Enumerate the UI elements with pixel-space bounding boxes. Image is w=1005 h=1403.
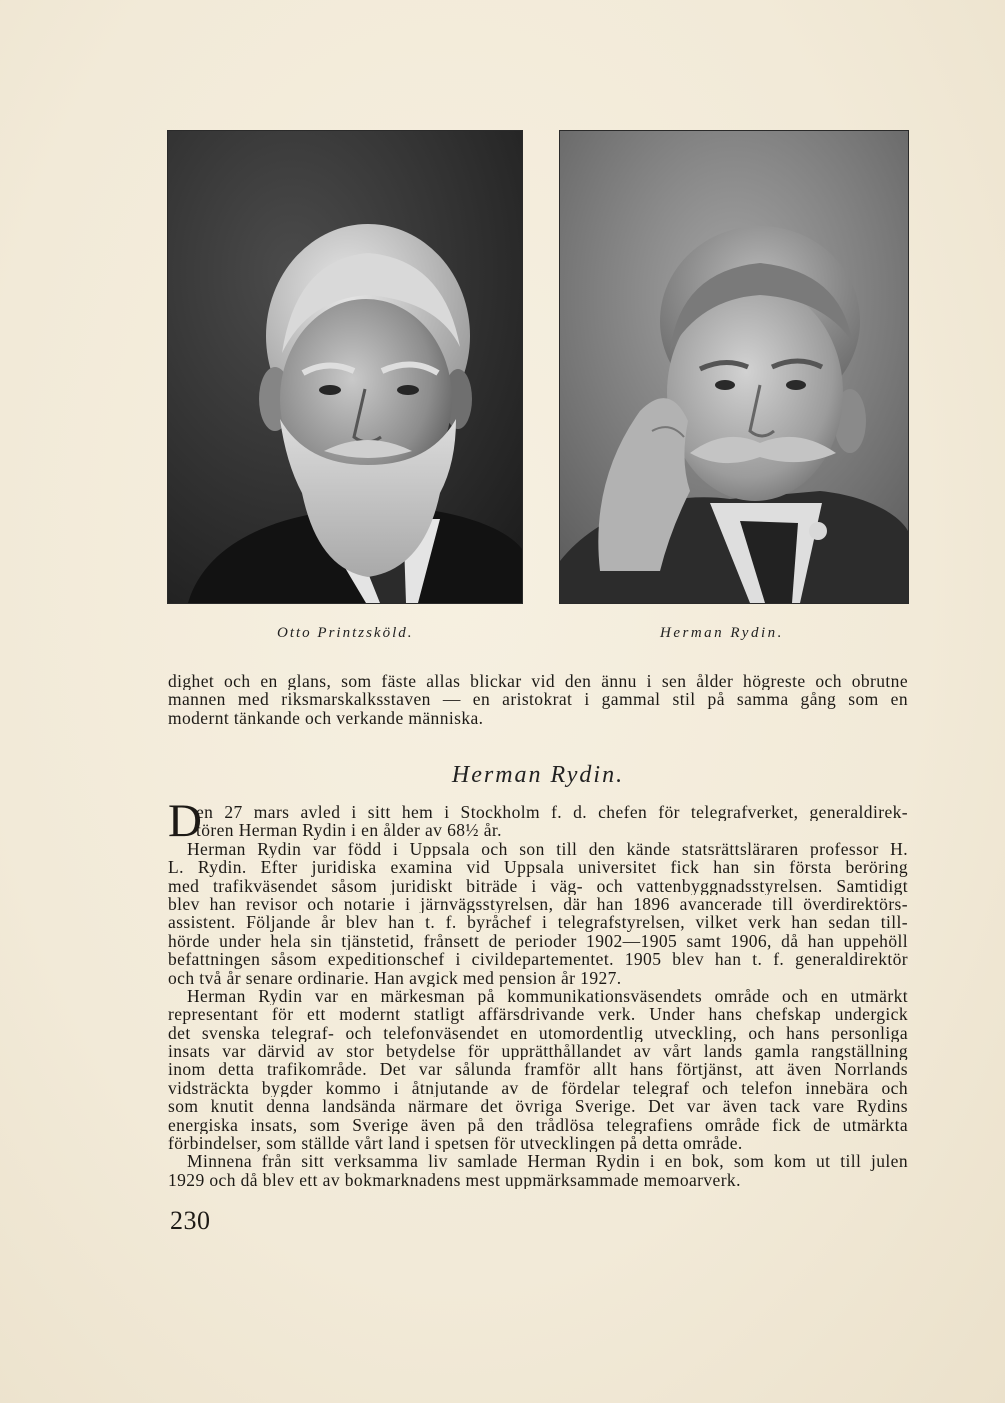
article-line: energiska insats, som Sverige även på den trådlösa telegrafiens område fick de utmärkta — [168, 1115, 908, 1135]
article-line: Minnena från sitt verksamma liv samlade Herman Rydin i en bok, som kom ut till julen — [187, 1152, 908, 1171]
article-line: inom detta trafikområde. Det var sålunda framför allt hans förtjänst, att även Norrlands — [168, 1060, 908, 1079]
article-line: vidsträckta bygder kommo i åtnjutande av de fördelar telegraf och telefon innebära och — [168, 1078, 908, 1098]
intro-line: modernt tänkande och verkande människa. — [168, 708, 484, 728]
drop-cap: D — [168, 795, 202, 847]
article-line: tören Herman Rydin i en ålder av 68½ år. — [196, 821, 502, 840]
article-line: som knutit denna landsända närmare det övriga Sverige. Det var även tack vare Rydins — [168, 1097, 908, 1116]
intro-line: dighet och en glans, som fäste allas blickar vid den ännu i sen ålder högreste och obrutne — [168, 672, 908, 691]
portrait-photo-right — [560, 131, 908, 603]
article-line: insats var därvid av stor betydelse för upprätthållandet av vårt lands gamla rangställning — [168, 1042, 908, 1061]
article-line: förbindelser, som ställde vårt land i spetsen för utvecklingen på detta område. — [168, 1134, 743, 1153]
page-number: 230 — [170, 1206, 211, 1235]
article-line: Herman Rydin var född i Uppsala och son till den kände statsrättsläraren professor H. — [187, 839, 908, 859]
article-line: blev han revisor och notarie i järnvägsstyrelsen, där han 1896 avancerade till överdirektörs- — [168, 894, 908, 914]
article-line: hörde under hela sin tjänstetid, frånsett de perioder 1902—1905 samt 1906, då han uppehöll — [168, 931, 908, 951]
article-line: 1929 och då blev ett av bokmarknadens mest uppmärksammade memoarverk. — [168, 1170, 741, 1190]
article-line: en 27 mars avled i sitt hem i Stockholm f. d. chefen för telegrafverket, generaldirek- — [196, 803, 908, 822]
caption-left: Otto Printzsköld. — [277, 625, 414, 641]
article-line: Herman Rydin var en märkesman på kommunikationsväsendets område och en utmärkt — [187, 986, 908, 1006]
article-line: och två år senare ordinarie. Han avgick med pension år 1927. — [168, 968, 622, 987]
article-line: det svenska telegraf- och telefonväsendet en utomordentlig utveckling, och hans personliga — [168, 1023, 908, 1043]
article-heading: Herman Rydin. — [451, 762, 625, 788]
caption-right: Herman Rydin. — [660, 625, 784, 641]
portrait-photo-left — [168, 131, 522, 603]
portrait-otto-printzskold-image — [168, 131, 522, 603]
portrait-herman-rydin-image — [560, 131, 908, 603]
article-line: med trafikväsendet såsom juridiskt biträde i väg- och vattenbyggnadsstyrelsen. Samtidigt — [168, 876, 908, 895]
article-line: befattningen såsom expeditionschef i civildepartementet. 1905 blev han t. f. generaldirektör — [168, 950, 908, 969]
article-line: L. Rydin. Efter juridiska examina vid Uppsala universitet fick han sin första beröring — [168, 858, 908, 877]
article-line: assistent. Följande år blev han t. f. byråchef i telegrafstyrelsen, vilket verk han sedan till- — [168, 913, 908, 932]
intro-line: mannen med riksmarskalksstaven — en aristokrat i gammal stil på samma gång som en — [168, 690, 908, 709]
article-body — [168, 795, 908, 1190]
article-line: representant för ett modernt statligt affärsdrivande verk. Under hans chefskap undergick — [168, 1005, 908, 1024]
intro-paragraph — [168, 672, 908, 727]
